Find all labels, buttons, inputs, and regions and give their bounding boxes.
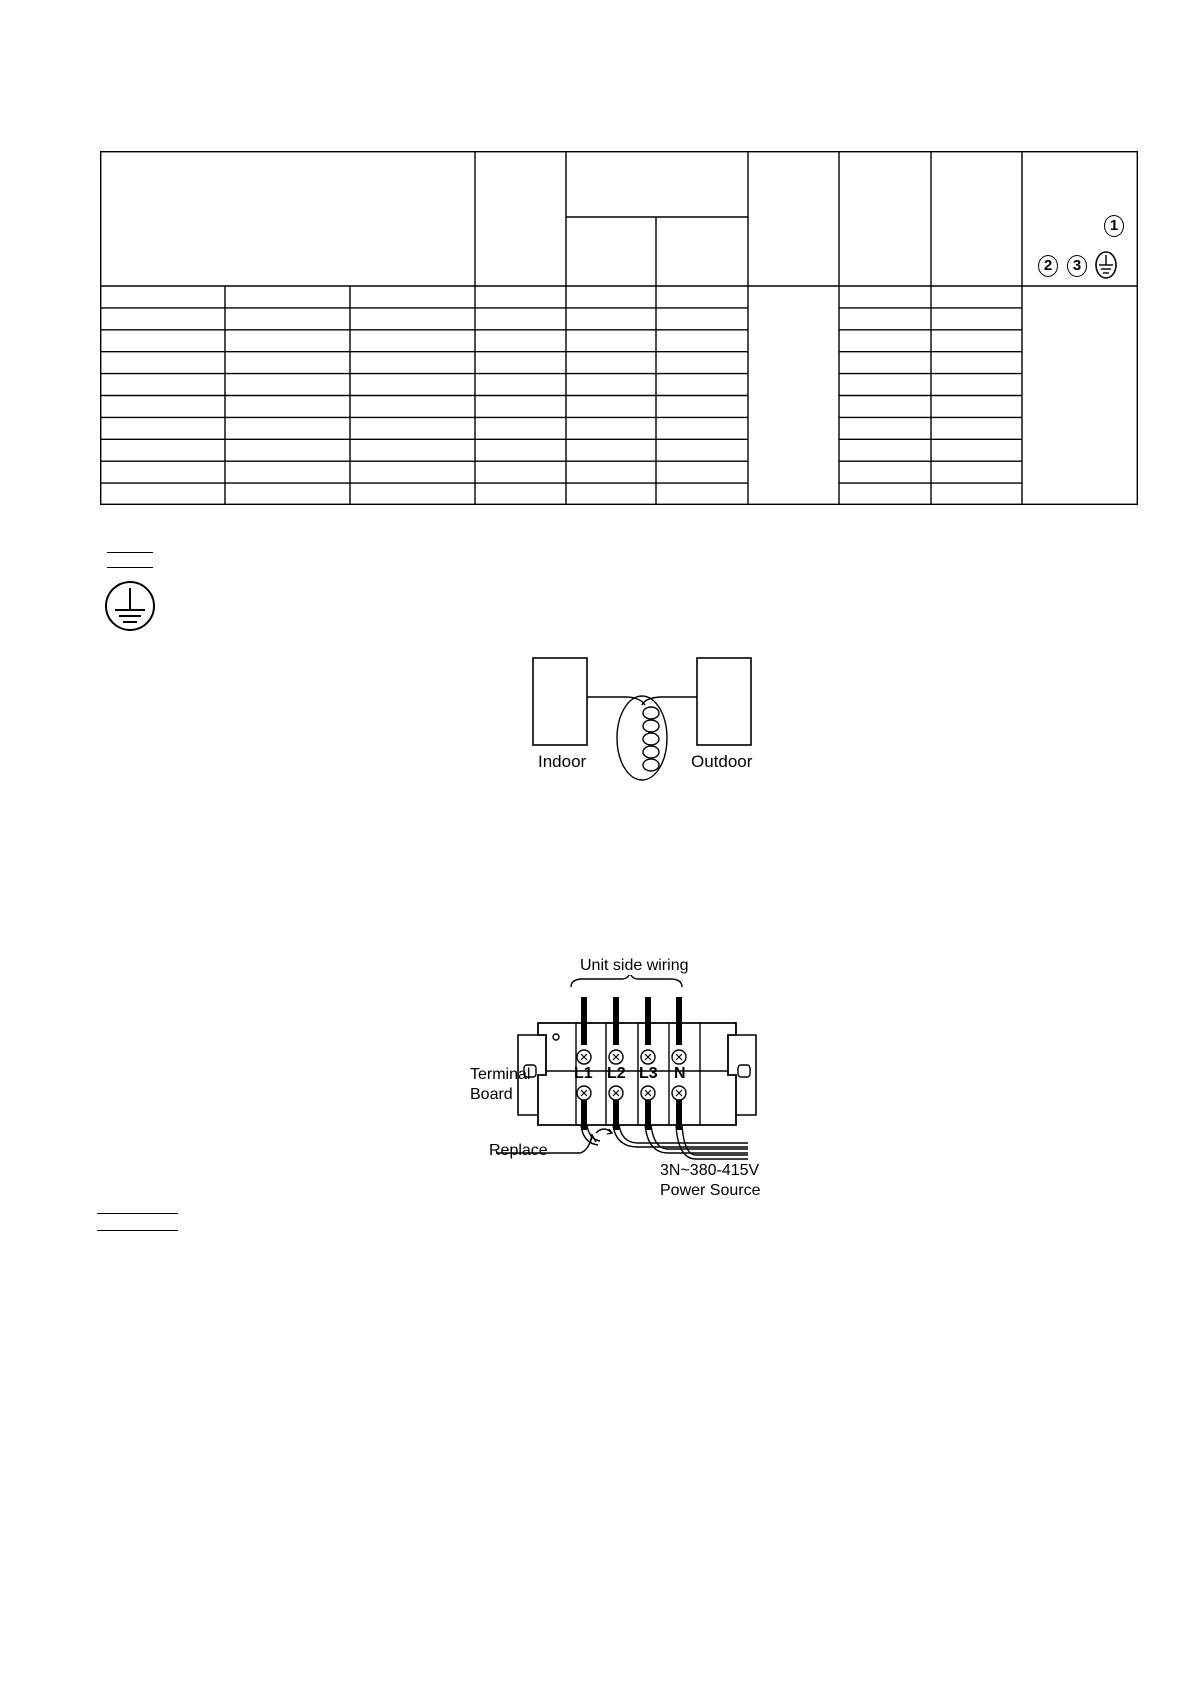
underline-rule <box>97 1230 178 1231</box>
underline-rule <box>107 567 153 568</box>
power-source-label: Power Source <box>660 1182 761 1199</box>
outdoor-label: Outdoor <box>691 752 753 771</box>
ground-icon <box>1094 250 1118 280</box>
terminal-board-label-line1: Terminal <box>470 1066 531 1083</box>
circled-number-3: 3 <box>1067 255 1087 277</box>
ground-icon <box>104 580 156 632</box>
coiled-cable <box>587 696 697 780</box>
replace-label: Replace <box>489 1142 548 1159</box>
wiring-spec-table <box>100 151 1138 505</box>
unit-side-wiring-label: Unit side wiring <box>580 957 689 974</box>
indoor-unit-box <box>533 658 587 745</box>
circled-number-1: 1 <box>1104 215 1124 237</box>
terminal-label-n: N <box>674 1065 686 1082</box>
underline-rule <box>97 1213 178 1214</box>
terminal-board-diagram <box>488 975 768 1175</box>
circled-number-2: 2 <box>1038 255 1058 277</box>
table-row-lines <box>100 308 748 483</box>
terminal-board-outline <box>538 1023 736 1125</box>
power-source-voltage-label: 3N~380-415V <box>660 1162 760 1179</box>
table-border <box>101 152 1138 505</box>
terminal-label-l3: L3 <box>639 1065 658 1082</box>
indoor-label: Indoor <box>538 752 587 771</box>
board-hole <box>553 1034 559 1040</box>
replace-arrow <box>496 1137 592 1153</box>
underline-rule <box>107 552 153 553</box>
terminal-board-label-line2: Board <box>470 1086 513 1103</box>
unit-side-brace <box>571 975 682 987</box>
terminal-label-l2: L2 <box>607 1065 626 1082</box>
outdoor-unit-box <box>697 658 751 745</box>
unit-side-wires <box>584 997 679 1045</box>
mounting-screw-icon <box>524 1065 536 1077</box>
mounting-screw-icon <box>738 1065 750 1077</box>
terminal-label-l1: L1 <box>574 1065 593 1082</box>
